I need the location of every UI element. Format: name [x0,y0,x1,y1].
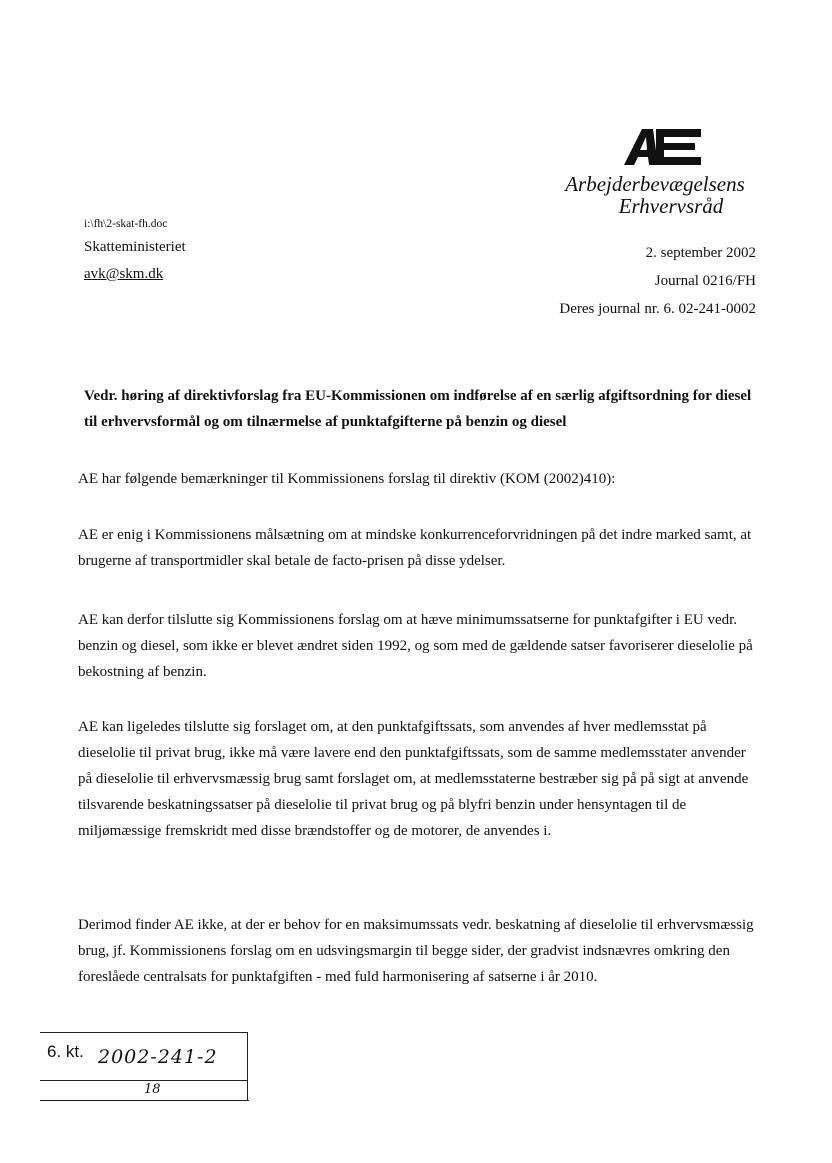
recipient-name: Skatteministeriet [84,239,186,255]
organisation-name-line1: Arbejderbevægelsens [565,172,745,196]
stamp-case-number: 2002-241-2 [98,1046,218,1068]
body-paragraph: AE er enig i Kommissionens målsætning om at mindske konkurrenceforvridningen på det indre marked samt, at brugerne af transportmidler skal betale de facto-prisen på disse ydelser. [78,527,752,569]
archive-stamp [40,1032,250,1102]
ae-logo [622,128,702,166]
body-paragraph: AE kan ligeledes tilslutte sig forslaget om, at den punktafgiftssats, som anvendes af hver medlemsstat på dieselolie til privat brug, ikke må være lavere end den punktafgiftssats, som de samme medlemsstater anvender på dieselolie til erhvervsmæssig brug samt forslaget om, at medlemsstaterne bestræber sig på på sigt at anvende tilsvarende beskatningssatser på dieselolie til privat brug og på blyfri benzin under hensyntagen til de miljømæssige fremskridt med disse brændstoffer og de motorer, de anvendes i. [78,719,749,839]
recipient-email[interactable]: avk@skm.dk [84,266,164,282]
letter-date: 2. september 2002 [645,245,756,261]
stamp-bottom-line [40,1100,249,1101]
reference-journal: Deres journal nr. 6. 02-241-0002 [559,301,756,317]
file-path: i:\fh\2-skat-fh.doc [84,218,168,230]
body-paragraph: AE kan derfor tilslutte sig Kommissionens forslag om at hæve minimumssatserne for punktafgifter i EU vedr. benzin og diesel, som ikke er blevet ændret siden 1992, og som med de gældende satser favoriserer dieselolie på bekostning af benzin. [78,612,753,680]
body-paragraph: AE har følgende bemærkninger til Kommissionens forslag til direktiv (KOM (2002)410): [78,471,616,487]
body-paragraph: Derimod finder AE ikke, at der er behov for en maksimumssats vedr. beskatning af dieselolie til erhvervsmæssig brug, jf. Kommissionens forslag om en udsvingsmargin til begge sider, der gradvist indsnævres omkring den foreslåede centralsats for punktafgiften - med fuld harmonisering af satserne i år 2010. [78,917,754,985]
letter-subject: Vedr. høring af direktivforslag fra EU-Kommissionen om indførelse af en særlig afgiftsordning for diesel til erhvervsformål og om tilnærmelse af punktafgifterne på benzin og diesel [84,388,752,430]
stamp-label: 6. kt. [47,1042,84,1061]
stamp-small-number: 18 [144,1082,161,1097]
journal-number: Journal 0216/FH [654,273,756,289]
organisation-name-line2: Erhvervsråd [618,194,724,218]
stamp-divider [40,1080,247,1081]
